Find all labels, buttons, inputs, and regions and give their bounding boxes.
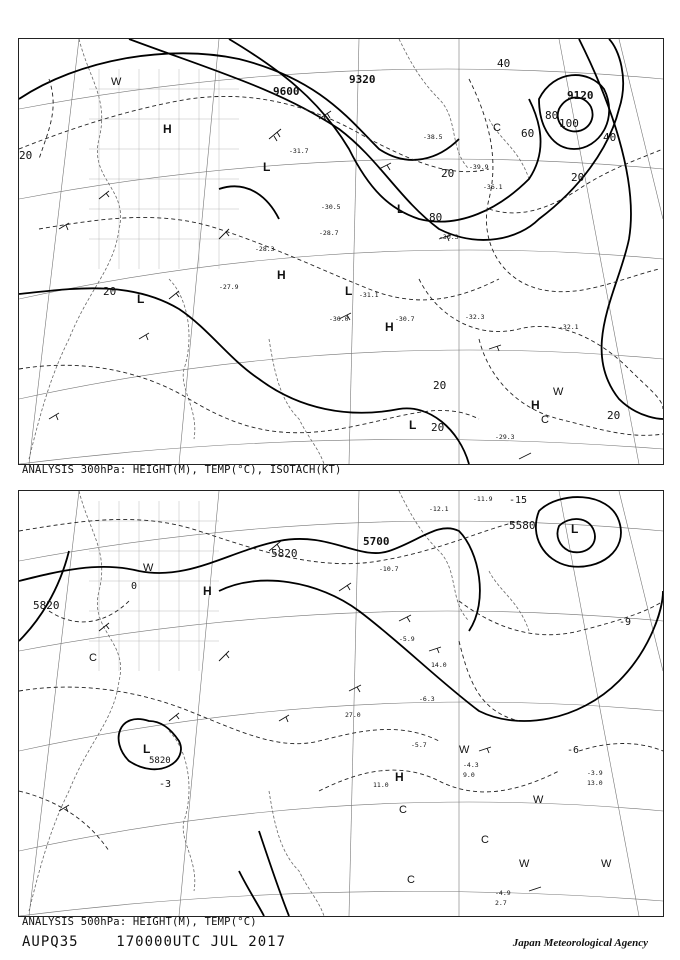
station-value: -10.7 xyxy=(379,565,399,573)
land-hatch xyxy=(89,69,239,269)
station-value: -3.9 xyxy=(587,769,603,777)
station-value: 27.0 xyxy=(345,711,361,719)
station-value: 2.7 xyxy=(495,899,507,907)
isotach-label-40a: 40 xyxy=(497,57,511,70)
graticule xyxy=(19,39,663,464)
height-label-5820c: 5820 xyxy=(149,756,171,766)
isotach-label-20f: 20 xyxy=(571,171,585,184)
station-value: -31.1 xyxy=(359,291,379,299)
height-label-5580: 5580 xyxy=(509,519,536,532)
station-value: -38.5 xyxy=(423,133,443,141)
center-w-2: W xyxy=(459,744,470,756)
center-h-3: H xyxy=(385,320,394,334)
station-value: -4.9 xyxy=(495,889,511,897)
center-h-1: H xyxy=(203,584,212,598)
agency-name: Japan Meteorological Agency xyxy=(512,937,648,949)
temp-label-minus9: -9 xyxy=(619,617,632,628)
temp-label-0: 0 xyxy=(131,581,138,592)
center-c-2: C xyxy=(481,834,489,846)
land-hatch xyxy=(89,501,219,671)
center-c-1: C xyxy=(399,804,407,816)
height-label-5820a: 5820 xyxy=(271,547,298,560)
valid-time: 170000UTC JUL 2017 xyxy=(116,934,287,950)
center-c-1: C xyxy=(493,122,501,134)
center-c-2: C xyxy=(541,414,549,426)
height-label-9120: 9120 xyxy=(567,89,594,102)
height-label-9600: 9600 xyxy=(273,85,300,98)
height-contours xyxy=(19,497,663,916)
wind-barbs xyxy=(59,541,541,891)
height-label-9320: 9320 xyxy=(349,73,376,86)
center-l-2: L xyxy=(345,284,353,298)
isotach-label-20e: 20 xyxy=(607,409,621,422)
map-300hpa xyxy=(19,39,663,464)
station-value: 14.0 xyxy=(431,661,447,669)
station-value: 9.0 xyxy=(463,771,475,779)
center-h-1: H xyxy=(163,122,172,136)
station-value: -29.3 xyxy=(495,433,515,441)
center-w-5: W xyxy=(601,858,612,870)
station-value: -30.3 xyxy=(439,233,459,241)
height-contours xyxy=(19,39,663,464)
center-h-4: H xyxy=(531,398,540,412)
product-header xyxy=(22,934,286,950)
caption-300hpa: ANALYSIS 300hPa: HEIGHT(M), TEMP(°C), ISOTACH(KT) xyxy=(22,464,342,476)
station-value: -32.1 xyxy=(559,323,579,331)
center-l-5: L xyxy=(397,202,405,216)
center-w-2: W xyxy=(553,386,564,398)
isotach-label-20a: 20 xyxy=(19,149,33,162)
station-value: -30.0 xyxy=(329,315,349,323)
graticule xyxy=(19,491,663,916)
station-value: -6.3 xyxy=(419,695,435,703)
station-value: 11.0 xyxy=(373,781,389,789)
temp-label-minus6: -6 xyxy=(567,745,580,756)
station-value: -11.9 xyxy=(473,495,493,503)
temp-label-minus15: -15 xyxy=(509,495,528,506)
center-c-3: C xyxy=(407,874,415,886)
map-panel-300hpa xyxy=(18,38,664,465)
station-value: 13.0 xyxy=(587,779,603,787)
isotach-label-20c: 20 xyxy=(433,379,447,392)
center-c-4: C xyxy=(89,652,97,664)
center-h-2: H xyxy=(395,770,404,784)
station-value: -36.1 xyxy=(483,183,503,191)
center-w-1: W xyxy=(143,562,154,574)
isotach-label-60: 60 xyxy=(521,127,535,140)
station-value: -27.9 xyxy=(219,283,239,291)
center-l-1: L xyxy=(143,742,151,756)
isotach-label-20g: 20 xyxy=(441,167,455,180)
isotach-label-80b: 80 xyxy=(429,211,443,224)
center-h-2: H xyxy=(277,268,286,282)
map-panel-500hpa xyxy=(18,490,664,917)
center-l-2: L xyxy=(571,522,579,536)
station-value: -30.7 xyxy=(395,315,415,323)
station-value: -39.9 xyxy=(469,163,489,171)
height-label-5700: 5700 xyxy=(363,535,390,548)
station-value: -28.3 xyxy=(255,245,275,253)
isotach-lines xyxy=(19,79,663,435)
isotach-label-100: 100 xyxy=(559,117,579,130)
station-value: -12.1 xyxy=(429,505,449,513)
isotach-label-40b: 40 xyxy=(603,131,617,144)
station-value: -4.3 xyxy=(463,761,479,769)
product-code: AUPQ35 xyxy=(22,934,79,950)
center-l-4: L xyxy=(263,160,271,174)
height-label-5820b: 5820 xyxy=(33,599,60,612)
center-w-1: W xyxy=(111,76,122,88)
isotach-label-20b: 20 xyxy=(103,285,117,298)
station-value: -32.3 xyxy=(465,313,485,321)
center-l-1: L xyxy=(137,292,145,306)
center-w-4: W xyxy=(519,858,530,870)
center-w-3: W xyxy=(533,794,544,806)
station-value: -5.7 xyxy=(411,741,427,749)
isotherm-lines xyxy=(19,519,663,851)
map-500hpa xyxy=(19,491,663,916)
isotach-label-80: 80 xyxy=(545,109,559,122)
station-value: -5.9 xyxy=(399,635,415,643)
station-value: -30.5 xyxy=(321,203,341,211)
isotach-label-20d: 20 xyxy=(431,421,445,434)
station-values xyxy=(219,133,579,441)
caption-500hpa: ANALYSIS 500hPa: HEIGHT(M), TEMP(°C) xyxy=(22,916,257,928)
station-value: -31.7 xyxy=(289,147,309,155)
center-l-3: L xyxy=(409,418,417,432)
station-value: -28.7 xyxy=(319,229,339,237)
temp-label-minus3: -3 xyxy=(159,779,172,790)
